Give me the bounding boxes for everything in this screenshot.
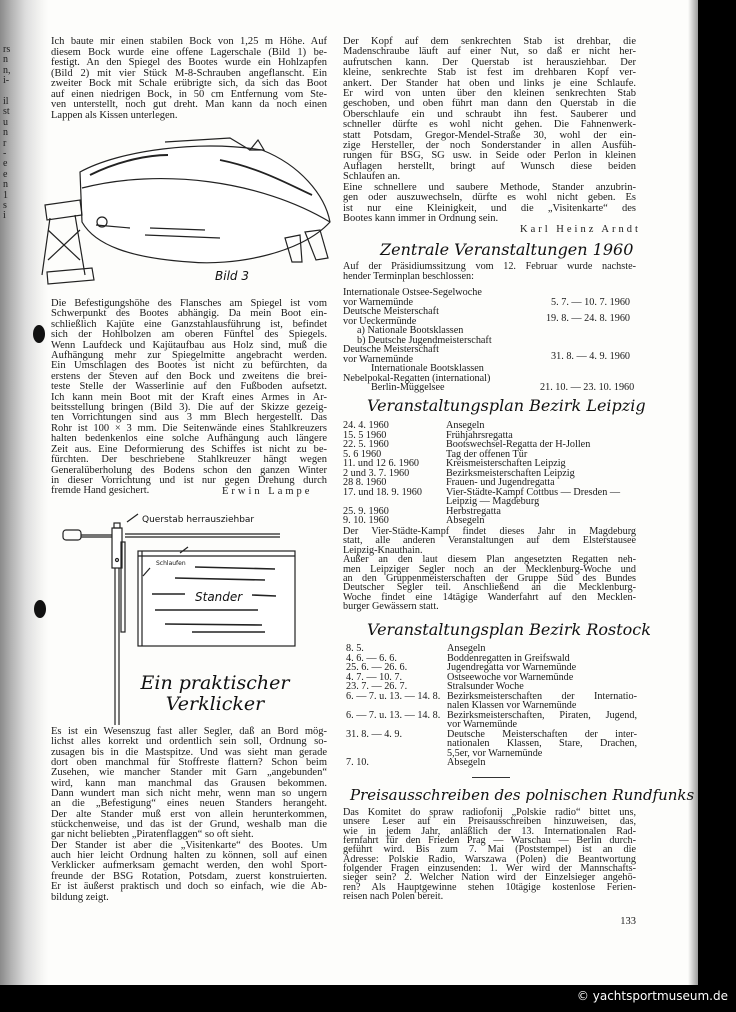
gutter-text-fragment: n xyxy=(3,127,8,139)
schedule-entry: Berlin-Müggelsee xyxy=(371,382,445,393)
article-title-line-1: Ein praktischer xyxy=(140,672,290,694)
text-line: sich der Hohlbolzen am oberen Fünftel des Spiegels. xyxy=(51,329,327,341)
watermark: © yachtsportmuseum.de xyxy=(576,989,728,1003)
gutter-text-fragment: n xyxy=(3,179,8,191)
schedule-entry: Internationale Ostsee-Segelwoche xyxy=(343,287,482,298)
text-line: Eine schnellere und saubere Methode, Stander anzubrin- xyxy=(343,181,636,193)
label-schlaufen: Schlaufen xyxy=(156,560,186,567)
body-paragraph xyxy=(51,299,327,497)
text-line: ten Vorrichtungen sind aus 3 mm Blech hergestellt. Das xyxy=(51,412,327,424)
leipzig-notes xyxy=(343,527,636,612)
text-line: Schwerpunkt des Bootes abhängig. Da mein Boot ein- xyxy=(51,308,327,320)
text-line: wie in jedem Jahr, anläßlich der 13. Internationalen Rad- xyxy=(343,825,636,837)
text-line: Verklicker aufmerksam gemacht werden, den wohl Sport- xyxy=(51,860,327,872)
text-line: ren? Als Hauptgewinne stehen 10tägige kostenlose Ferien- xyxy=(343,881,636,893)
text-line: Die Befestigungshöhe des Flansches am Spiegel ist vom xyxy=(51,298,327,309)
text-line: lichst alles korrekt und ordentlich sein soll, Ordnung so- xyxy=(51,736,327,748)
text-line: zige Hersteller, der noch Sonderstander in allen Ausfüh- xyxy=(343,140,636,152)
text-line: Ich kann mein Boot mit der Kraft eines Armes in Ar- xyxy=(51,391,327,403)
text-line: Zeit aus. Eine Deformierung des Schiffes ist nicht zu be- xyxy=(51,443,327,455)
schedule-event: Herbstregatta xyxy=(446,505,501,517)
text-line: schneller dürfte es wohl nicht gehen. Die Fahnenwerk- xyxy=(343,119,636,131)
schedule-event: Frauen- und Jugendregatta xyxy=(446,477,555,488)
schedule-date: 31. 8. — 4. 9. 1960 xyxy=(551,350,630,362)
text-line: Generalüberholung des Bodens schon den ganzen Winter xyxy=(51,464,327,476)
text-line: geschoben, und oben führt man dann den Querstab in die xyxy=(343,98,636,110)
text-line: Der Stander ist aber die „Visitenkarte“ des Bootes. Um xyxy=(51,839,327,851)
section-divider xyxy=(472,777,510,778)
gutter-text-fragment: n xyxy=(3,54,8,66)
section-heading-leipzig: Veranstaltungsplan Bezirk Leipzig xyxy=(367,396,646,415)
text-line: auf einen niedrigen Bock, in 50 cm Entfernung vom Ste- xyxy=(51,88,327,100)
text-line: Madenschraube läuft auf einer Nut, so daß er nicht her- xyxy=(343,46,636,58)
article-body xyxy=(51,727,327,903)
schedule-date: 6. — 7. u. 13. — 14. 8. xyxy=(346,709,441,721)
text-line: Wenn Laufdeck und Kajütaufbau aus Holz sind, muß die xyxy=(51,339,327,351)
schedule-event: Ansegeln xyxy=(446,420,485,431)
schedule-event: Absegeln xyxy=(446,515,485,526)
schedule-entry: a) Nationale Bootsklassen xyxy=(357,325,464,336)
section-heading-zentrale: Zentrale Veranstaltungen 1960 xyxy=(380,240,634,259)
text-line: folgender Fragen einzusenden: 1. Wer wird der Mannschafts- xyxy=(343,863,636,875)
text-line: Oberschlaufe ein und schraubt ihn fest. Sauberer und xyxy=(343,108,636,120)
text-line: unsere Leser auf ein Preisausschreiben hinzuweisen, das, xyxy=(343,816,636,828)
schedule-event: Bezirksmeisterschaften, Piraten, Jugend, xyxy=(447,709,637,721)
preisausschreiben-paragraph xyxy=(343,808,636,901)
schedule-event: Tag der offenen Tür xyxy=(446,448,528,460)
schedule-event: nalen Klassen vor Warnemünde xyxy=(447,700,577,711)
schedule-event: Ostseewoche vor Warnemünde xyxy=(447,671,574,683)
schedule-entry: b) Deutsche Jugendmeisterschaft xyxy=(357,334,492,346)
text-line: Er ist äußerst praktisch und doch so einfach, wie die Ab- xyxy=(51,881,327,893)
text-line: beitsstellung bringen (Bild 3). Die auf der Skizze gezeig- xyxy=(51,402,327,414)
gutter-text-fragment: n, xyxy=(3,64,11,76)
text-line: statt, alle anderen Veranstaltungen auf dem Elsterstausee xyxy=(343,535,636,547)
text-line: teste Stelle der Wasserlinie auf den Fußboden aufsetzt. xyxy=(51,381,327,393)
schedule-event: 5,5er, vor Warnemünde xyxy=(447,747,543,759)
schedule-date: 28 8. 1960 xyxy=(343,477,387,488)
gutter-text-fragment: st xyxy=(3,106,10,118)
gutter-text-fragment: e xyxy=(3,168,8,180)
schedule-entry: Internationale Bootsklassen xyxy=(371,363,484,374)
label-querstab: Querstab herrausziehbar xyxy=(142,515,255,525)
gutter-text-fragment: i xyxy=(3,210,6,222)
text-line: Ich baute mir einen stabilen Bock von 1,25 m Höhe. Auf xyxy=(51,36,327,47)
schedule-date: 11. und 12 6. 1960 xyxy=(343,458,420,469)
text-line: Der alte Stander muß erst von allein herunterkommen, xyxy=(51,808,327,820)
schedule-event: Leipzig — Magdeburg xyxy=(446,496,540,507)
schedule-entry: Nebelpokal-Regatten (international) xyxy=(343,372,491,384)
schedule-date: 17. und 18. 9. 1960 xyxy=(343,486,422,498)
gutter-text-fragment: rs xyxy=(3,44,11,55)
schedule-date: 6. — 7. u. 13. — 14. 8. xyxy=(346,690,441,702)
text-line: schließlich Kajüte eine Ganzstahlausführung ist, befindet xyxy=(51,318,327,330)
schedule-event: Absegeln xyxy=(447,757,486,768)
text-line: geführt wird. Bis zum 7. Mai (Poststempel) ist an die xyxy=(343,844,636,856)
text-line: Schlaufen an. xyxy=(343,171,401,183)
text-line: Lappen als Kissen unterlegen. xyxy=(51,109,178,121)
text-line: Es ist ein Wesenszug fast aller Segler, daß an Bord mög- xyxy=(51,726,327,737)
schedule-date: 31. 8. — 4. 9. xyxy=(346,728,403,740)
text-line: ist nur eine Kleinigkeit, und die „Visitenkarte“ des xyxy=(343,202,636,214)
text-line: Rohr ist 100 × 3 mm. Die Seitenwände eines Stahlkreuzers xyxy=(51,422,327,434)
text-line: reisen nach Polen bereit. xyxy=(343,891,444,903)
text-line: rungen für BSG, SG usw. in Seide oder Perlon in kleinen xyxy=(343,150,636,162)
text-line: in dieser Vorrichtung und ist nur gegen Drehung durch xyxy=(51,474,327,486)
schedule-event: Stralsunder Woche xyxy=(447,681,524,692)
text-line: Der Vier-Städte-Kampf findet dieses Jahr in Magdeburg xyxy=(343,526,636,537)
text-line: an den Gruppenmeisterschaften der Gruppe Süd des Bundes xyxy=(343,573,636,585)
schedule-event: Bootswechsel-Regatta der H-Jollen xyxy=(446,439,591,450)
text-line: auch hier leicht Ordnung halten zu können, soll auf einen xyxy=(51,850,327,862)
schedule-date: 7. 10. xyxy=(346,757,369,768)
text-line: gen oder auszuwechseln, dürfte es wohl nicht geben. Es xyxy=(343,192,636,204)
text-line: Leipzig-Knauthain. xyxy=(343,544,423,556)
section-heading-rostock: Veranstaltungsplan Bezirk Rostock xyxy=(367,620,651,639)
text-line: stückchenweise, und das ist der Grund, weshalb man die xyxy=(51,819,327,831)
gutter-text-fragment: u xyxy=(3,116,8,128)
text-line: fremde Hand gesichert. xyxy=(51,485,150,497)
figure-caption: Bild 3 xyxy=(215,269,249,283)
schedule-entry: vor Warnemünde xyxy=(343,353,413,365)
schedule-entry: Deutsche Meisterschaft xyxy=(343,344,439,355)
schedule-event: Frühjahrsregatta xyxy=(446,429,513,441)
boat-drawing-bild-3 xyxy=(30,128,340,293)
text-line: men Leipziger Segler noch an der Mecklenburg-Woche und xyxy=(343,563,636,575)
text-line: Das Komitet do spraw radiofonij „Polskie radio“ bittet uns, xyxy=(343,807,636,818)
schedule-event: Ansegeln xyxy=(447,643,486,654)
text-line: diesem Bock wurde eine offene Lagerschale (Bild 1) be- xyxy=(51,46,327,58)
schedule-event: nationalen Klassen, Stare, Drachen, xyxy=(447,738,637,749)
page-number: 133 xyxy=(620,916,636,927)
intro-paragraph xyxy=(51,37,327,121)
text-line: freunde der BSG Rotation, Potsdam, zuerst konstruierten. xyxy=(51,870,327,882)
text-line: an die „Befestigung“ eines neuen Standers herangeht. xyxy=(51,798,327,810)
gutter-text-fragment: e xyxy=(3,158,8,170)
text-line: Der Kopf auf dem senkrechten Stab ist drehbar, die xyxy=(343,36,636,47)
text-line: halten bedenkenlos eine solche Aufhängung auch längere xyxy=(51,433,327,445)
text-line: statt Potsdam, Gregor-Mendel-Straße 30, wohl der ein- xyxy=(343,129,636,141)
text-line: fernfahrt für den Frieden Prag — Warschau — Berlin durch- xyxy=(343,835,636,847)
author-signature: Erwin Lampe xyxy=(222,486,313,497)
article-title-line-2: Verklicker xyxy=(165,693,265,715)
schedule-date: 21. 10. — 23. 10. 1960 xyxy=(540,382,635,393)
schedule-event: Kreismeisterschaften Leipzig xyxy=(446,458,566,469)
text-line: Adresse: Polskie Radio, Warszawa (Polen) die Beantwortung xyxy=(343,853,636,865)
schedule-date: 23. 7. — 26. 7. xyxy=(346,681,408,692)
text-line: ankert. Der Stander hat oben und links je eine Schlaufe. xyxy=(343,77,636,89)
text-line: dort oben manchmal für Stoffreste flattern? Schon beim xyxy=(51,757,327,769)
schedule-date: 9. 10. 1960 xyxy=(343,515,389,526)
gutter-text-fragment: 1 xyxy=(3,189,8,201)
schedule-date: 2 und 3. 7. 1960 xyxy=(343,467,410,479)
gutter-text-fragment: s xyxy=(3,200,7,211)
section-heading-preisausschreiben: Preisausschreiben des polnischen Rundfunks xyxy=(350,786,695,804)
text-line: zweiter Bock mit Schale erübrigte sich, da sich das Boot xyxy=(51,78,327,89)
text-line: Bootes kann immer in Ordnung sein. xyxy=(343,212,499,224)
text-line: Zusehen, wie mancher Stander mit Garn „angebunden“ xyxy=(51,767,327,779)
schedule-event: Boddenregatten in Greifswald xyxy=(447,652,570,664)
schedule-event: Vier-Städte-Kampf Cottbus — Dresden — xyxy=(446,486,621,498)
text-line: Auflagen herstellt, bringt auf Wunsch diese beiden xyxy=(343,160,636,172)
text-line: gar nicht beliebten „Piratenflaggen“ so oft sieht. xyxy=(51,829,254,841)
page-edge-shadow xyxy=(688,0,698,985)
gutter-text-fragment: - xyxy=(3,148,7,159)
schedule-entry: Deutsche Meisterschaft xyxy=(343,306,439,317)
schedule-date: 22. 5. 1960 xyxy=(343,439,389,450)
schedule-entry: vor Warnemünde xyxy=(343,296,413,308)
text-line: burger Gewässern statt. xyxy=(343,601,439,613)
schedule-date: 5. 6 1960 xyxy=(343,448,382,460)
text-line: sieger sein? 2. Welcher Nation wird der Einzelsieger angehö- xyxy=(343,872,636,884)
schedule-date: 24. 4. 1960 xyxy=(343,420,389,431)
schedule-date: 15. 5 1960 xyxy=(343,429,387,441)
text-line: hender Terminplan beschlossen: xyxy=(343,271,474,282)
schedule-date: 4. 7. — 10. 7. xyxy=(346,671,403,683)
schedule-event: Bezirksmeisterschaften Leipzig xyxy=(446,467,575,479)
gutter-text-fragment: il xyxy=(3,96,9,107)
text-line: Woche findet eine 14tägige Wanderfahrt auf den Mecklen- xyxy=(343,591,636,603)
text-line: (Bild 2) mit vier Stück M-8-Schrauben angeflanscht. Ein xyxy=(51,67,327,79)
schedule-event: Bezirksmeisterschaften der Internatio- xyxy=(447,690,637,702)
schedule-date: 25. 6. — 26. 6. xyxy=(346,662,408,673)
schedule-date: 19. 8. — 24. 8. 1960 xyxy=(545,312,630,324)
author-signature: Karl Heinz Arndt xyxy=(520,224,641,235)
schedule-event: Jugendregatta vor Warnemünde xyxy=(447,662,577,673)
text-line: zusagen bis in die Mastspitze. Und was sieht man gerade xyxy=(51,746,327,758)
text-line: festigt. An den Spiegel des Bootes wurde ein Hohlzapfen xyxy=(51,57,327,68)
text-line: bildung zeigt. xyxy=(51,891,109,903)
text-line: Außer an den laut diesem Plan angesetzten Regatten neh- xyxy=(343,554,636,566)
schedule-date: 5. 7. — 10. 7. 1960 xyxy=(551,296,630,308)
schedule-entry: vor Ueckermünde xyxy=(343,315,417,327)
schedule-date: 25. 9. 1960 xyxy=(343,505,389,517)
gutter-text-fragment: i- xyxy=(3,75,10,87)
text-line: fürchten. Der beschriebene Stahlkreuzer hängt wegen xyxy=(51,454,327,466)
schedule-event: vor Warnemünde xyxy=(447,719,517,730)
continuation-paragraph xyxy=(343,37,636,224)
text-line: wird, kann man manchmal das Grausen bekommen. xyxy=(51,777,327,789)
text-line: Aufhängung mehr zur Spiegelmitte angebracht werden. xyxy=(51,350,327,362)
binder-hole xyxy=(33,325,45,343)
schedule-date: 4. 6. — 6. 6. xyxy=(346,652,397,664)
gutter-text-fragment: r xyxy=(3,137,7,149)
text-line: Ein Umschlagen des Bootes ist nicht zu befürchten, da xyxy=(51,360,327,372)
text-line: ven unterstellt, noch gut dreht. Man kann da noch einen xyxy=(51,99,327,110)
text-line: erstens der Steven auf den Bock und zweitens die brei- xyxy=(51,370,327,382)
text-line: aufrutschen kann. Der Querstab ist herausziehbar. Der xyxy=(343,56,636,68)
text-line: Er wird von unten über den kleinen senkrechten Stab xyxy=(343,88,636,100)
zentrale-intro xyxy=(343,262,636,282)
label-stander: Stander xyxy=(195,590,243,604)
schedule-event: Deutsche Meisterschaften der inter- xyxy=(447,728,637,740)
schedule-date: 8. 5. xyxy=(346,643,364,654)
text-line: Auf der Präsidiumssitzung vom 12. Februar wurde nachste- xyxy=(343,261,636,272)
text-line: Dann wundert man sich nicht mehr, wenn man so ungern xyxy=(51,788,327,800)
text-line: kleine, senkrechte Stab ist fest im drehbaren Kopf ver- xyxy=(343,67,636,79)
text-line: Deutscher Segler teil. Anschließend an die Mecklenburg- xyxy=(343,582,636,594)
